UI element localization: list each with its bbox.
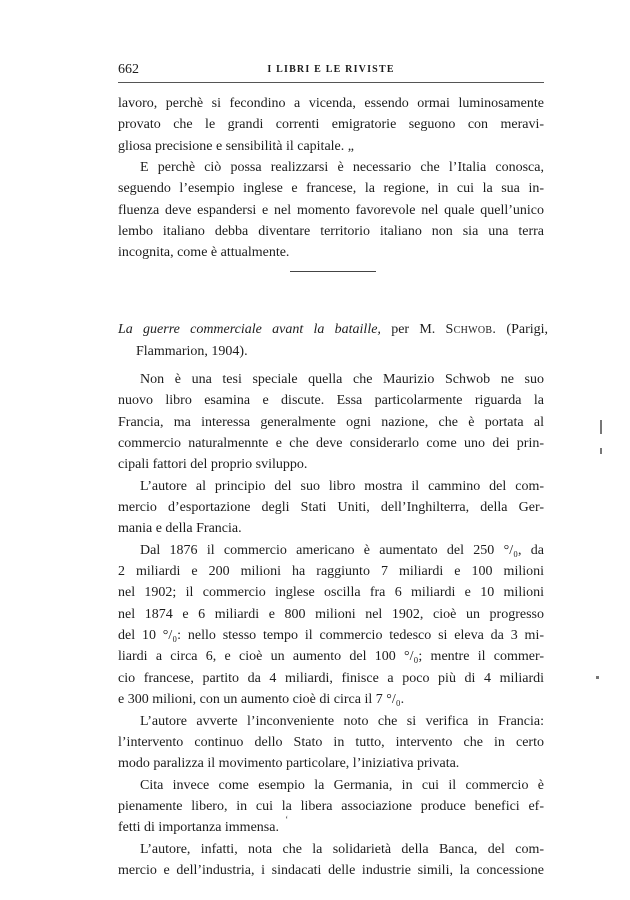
text-line: gliosa precisione e sensibilità il capitale. „ [118,138,354,154]
text-line: pienamente libero, in cui la libera associazione produce benefici ef- [118,798,544,814]
text-line: del 10 °/₀: nello stesso tempo il commercio tedesco si eleva da 3 mi- [118,628,544,644]
text-line: commercio naturalmennte e che deve considerarlo come uno dei prin- [118,436,544,452]
text-line: Francia, ma interessa generalmente ogni nazione, che è portata al [118,414,544,430]
text-line: L’autore al principio del suo libro mostra il cammino del com- [140,478,544,494]
footer-mark: ‘ [285,815,289,826]
margin-mark [600,448,602,454]
text-line: 2 miliardi e 200 milioni ha raggiunto 7 miliardi e 100 milioni [118,564,544,580]
text-line: cipali fattori del proprio sviluppo. [118,457,308,473]
text-line: seguendo l’esempio inglese e francese, la regione, in cui la sua in- [118,181,544,197]
margin-mark [600,420,602,434]
text-line: liardi a circa 6, e cioè un aumento del 100 °/₀; mentre il commer- [118,649,544,665]
text-line: l’intervento continuo dello Stato in tutto, intervento che in certo [118,734,544,750]
page-header [118,60,544,83]
running-title: I LIBRI E LE RIVISTE [267,64,395,75]
page-number: 662 [118,62,139,77]
publisher-line-1: (Parigi, [496,322,549,337]
book-title: La guerre commerciale avant la bataille, [118,322,381,337]
text-line: provato che le grandi correnti emigratorie seguono con meravi- [118,117,544,133]
review-body [118,369,544,881]
text-line: Non è una tesi speciale quella che Maurizio Schwob ne suo [140,372,544,387]
publisher-line-2: Flammarion, 1904). [136,343,248,359]
text-line: lavoro, perchè si fecondino a vicenda, essendo ormai luminosamente [118,96,544,111]
text-line: Cita invece come esempio la Germania, in cui il commercio è [140,777,544,793]
text-line: nuovo libro esamina e discute. Essa particolarmente riguarda la [118,393,544,409]
text-line: lembo italiano debba diventare territorio italiano non sia una terra [118,224,544,240]
text-line: mercio e dell’industria, i sindacati delle industrie simili, la concessione [118,862,544,878]
text-line: cio francese, partito da 4 miliardi, finisce a poco più di 4 miliardi [118,670,544,686]
text-line: L’autore, infatti, nota che la solidarietà della Banca, del com- [140,841,544,857]
top-paragraphs [118,93,544,264]
text-line: modo paralizza il movimento particolare, l’iniziativa privata. [118,756,460,772]
text-line: incognita, come è attualmente. [118,245,290,261]
margin-mark [596,676,599,679]
section-separator [290,271,376,272]
text-line: L’autore avverte l’inconveniente noto che si verifica in Francia: [140,713,544,729]
review-author: Schwob. [445,322,497,337]
text-line: E perchè ciò possa realizzarsi è necessario che l’Italia conosca, [140,160,544,176]
text-line: mercio d’esportazione degli Stati Uniti, dell’Inghilterra, della Ger- [118,500,544,516]
text-line: e 300 milioni, con un aumento cioè di circa il 7 °/₀. [118,692,405,708]
text-line: nel 1874 e 6 miliardi e 800 milioni nel 1902, cioè un progresso [118,606,544,622]
review-heading [118,319,548,362]
text-line: nel 1902; il commercio inglese oscilla fra 6 miliardi e 10 milioni [118,585,544,601]
text-line: Dal 1876 il commercio americano è aumentato del 250 °/₀, da [140,542,544,558]
text-line: fluenza deve espandersi e nel momento favorevole nel quale quell’unico [118,202,544,218]
text-line: mania e della Francia. [118,521,242,537]
review-heading-line-1 [118,319,548,341]
review-by: per M. [380,322,446,337]
text-line: fetti di importanza immensa. [118,820,279,836]
